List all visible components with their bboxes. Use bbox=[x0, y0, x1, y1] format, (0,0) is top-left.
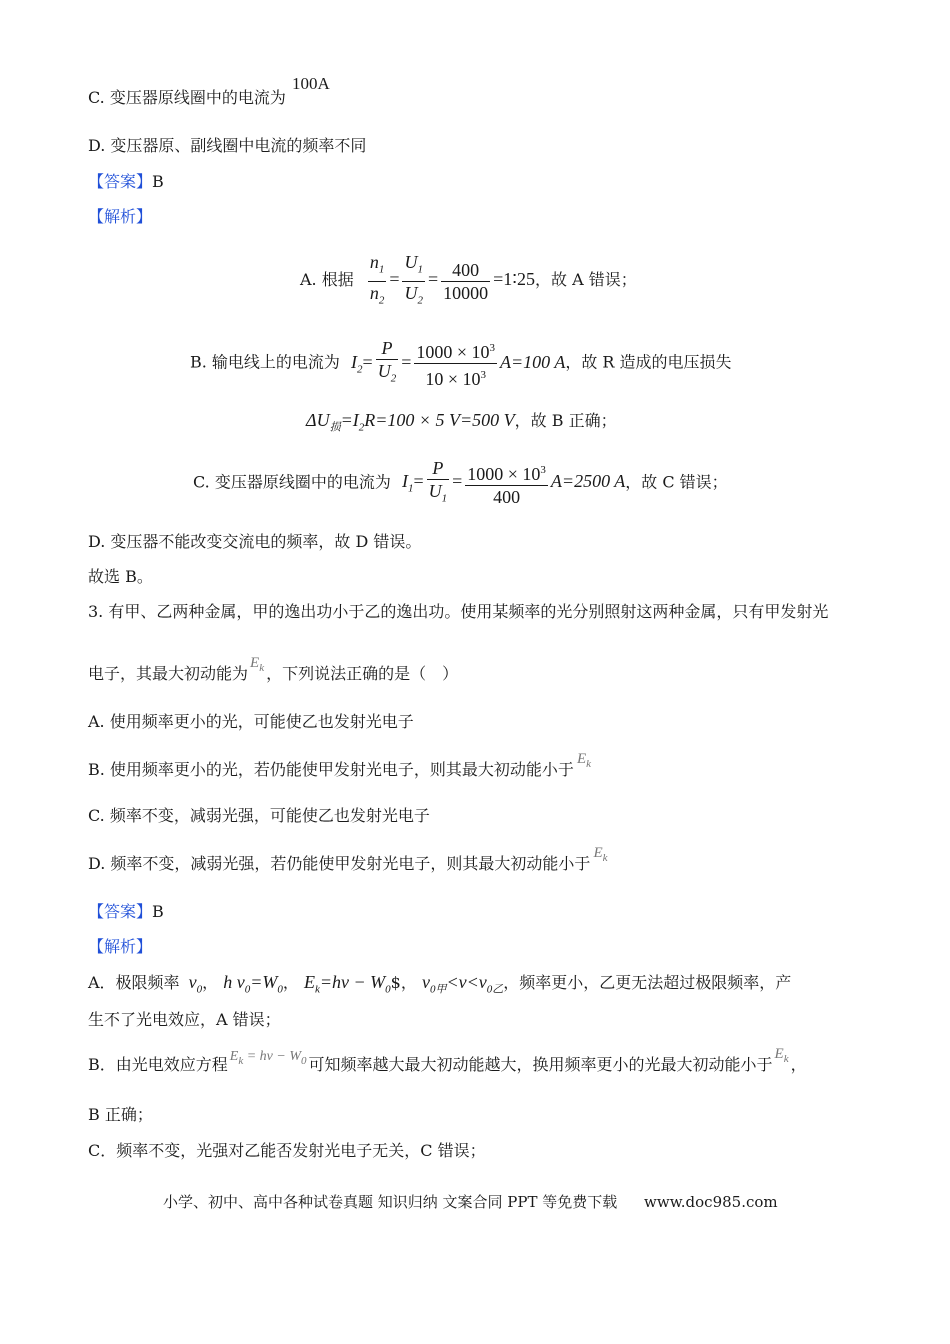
fraction-400-10000: $\frac{400}{10000}$ bbox=[443, 259, 489, 303]
q3-stem-line1: 3. 有甲、乙两种金属，甲的逸出功小于乙的逸出功。使用某频率的光分别照射这两种金属，只有甲发射光 bbox=[88, 602, 829, 621]
ek-symbol: $E_k$ bbox=[250, 655, 265, 674]
q3-answer bbox=[88, 902, 164, 922]
q2-solution-a: A. 根据 $\frac{n_1}{n_2}$ = $\frac{U_1}{U_2}$ = $\frac{400}{10000}$ =1∶25，故 A 错误； bbox=[300, 251, 637, 311]
fraction-u1-u2: $\frac{U_1}{U_2}$ bbox=[404, 252, 423, 307]
photoelectric-equation: $E_k = h\nu - W_0$ bbox=[229, 1049, 307, 1067]
q2-conclusion: 故选 B。 bbox=[88, 567, 153, 586]
answer-value: B bbox=[152, 172, 164, 191]
ek-symbol: $E_k$ bbox=[774, 1046, 789, 1065]
q2-answer bbox=[88, 172, 164, 192]
answer-tag: 【答案】 bbox=[88, 902, 153, 921]
fraction-power-over-400: $\frac{1000 \times 10^3}{400}$ bbox=[465, 459, 548, 508]
footer-url[interactable]: www.doc985.com bbox=[644, 1193, 778, 1211]
fraction-n1-n2: $\frac{n_1}{n_2}$ bbox=[369, 252, 385, 307]
q3-solution-b: B．由光电效应方程 $E_k = h\nu - W_0$ 可知频率越大最大初动能越大，换用频率更小的光最大初动能小于$E_k$ ， bbox=[88, 1046, 807, 1074]
q2-option-c-value: 100A bbox=[292, 74, 330, 93]
footer-text: 小学、初中、高中各种试卷真题 知识归纳 文案合同 PPT 等免费下载 bbox=[163, 1193, 618, 1211]
footer bbox=[163, 1192, 778, 1212]
q2-option-c bbox=[88, 88, 286, 108]
answer-tag: 【答案】 bbox=[88, 172, 153, 191]
q2-solution-b-voltage-loss: $\Delta U_损=I_2R=100 \times 5$ V=500 V，故 B 正确； bbox=[306, 410, 617, 434]
fraction-power-over-voltage: $\frac{1000 \times 10^3}{10 \times 10^3}$ bbox=[414, 337, 497, 390]
q2-option-d: D. 变压器原、副线圈中电流的频率不同 bbox=[88, 136, 367, 155]
q2-option-c-text: C. 变压器原线圈中的电流为 bbox=[88, 88, 286, 107]
fraction-p-u1: $\frac{P}{U_1}$ bbox=[428, 458, 448, 505]
ek-symbol: $E_k$ bbox=[576, 751, 591, 770]
fraction-p-u2: $\frac{P}{U_2}$ bbox=[377, 338, 397, 385]
q3-option-c: C. 频率不变，减弱光强，可能使乙也发射光电子 bbox=[88, 806, 430, 825]
q3-analysis-tag: 【解析】 bbox=[88, 937, 153, 956]
q3-solution-b-line2: B 正确； bbox=[88, 1105, 153, 1124]
q3-option-d: D. 频率不变，减弱光强，若仍能使甲发射光电子，则其最大初动能小于$E_k$ bbox=[88, 845, 608, 873]
ratio: 1∶25 bbox=[503, 269, 535, 290]
q3-solution-a: A．极限频率 $v_0$， h $v_0=W_0$， $E_k=hv$ − $W_0\$$， $v_{0甲}<v<v_{0乙}$，频率更小，乙更无法超过极限频率，产 bbox=[88, 972, 792, 996]
answer-value: B bbox=[152, 902, 164, 921]
q2-solution-b: B. 输电线上的电流为 $I_2=$ $\frac{P}{U_2}$ = $\frac{1000 \times 10^3}{10 \times 10^3}$ A=100 A，故 R 造成的电压损失 bbox=[190, 338, 732, 389]
q2-solution-c: C. 变压器原线圈中的电流为 $I_1=$ $\frac{P}{U_1}$ = $\frac{1000 \times 10^3}{400}$ A=2500 A，故 C 错误； bbox=[193, 457, 728, 513]
q3-option-a: A. 使用频率更小的光，可能使乙也发射光电子 bbox=[88, 712, 414, 731]
q2-solution-d: D. 变压器不能改变交流电的频率，故 D 错误。 bbox=[88, 532, 422, 551]
q3-solution-a-line2: 生不了光电效应，A 错误； bbox=[88, 1010, 281, 1029]
q3-solution-c: C．频率不变，光强对乙能否发射光电子无关，C 错误； bbox=[88, 1141, 486, 1160]
q2-analysis-tag: 【解析】 bbox=[88, 207, 153, 226]
sol-a-prefix: A. 根据 bbox=[300, 270, 354, 290]
q3-option-b: B. 使用频率更小的光，若仍能使甲发射光电子，则其最大初动能小于$E_k$ bbox=[88, 751, 591, 779]
q3-stem-line2: 电子，其最大初动能为$E_k$ ，下列说法正确的是（ ） bbox=[88, 655, 459, 683]
ek-symbol: $E_k$ bbox=[593, 845, 608, 864]
